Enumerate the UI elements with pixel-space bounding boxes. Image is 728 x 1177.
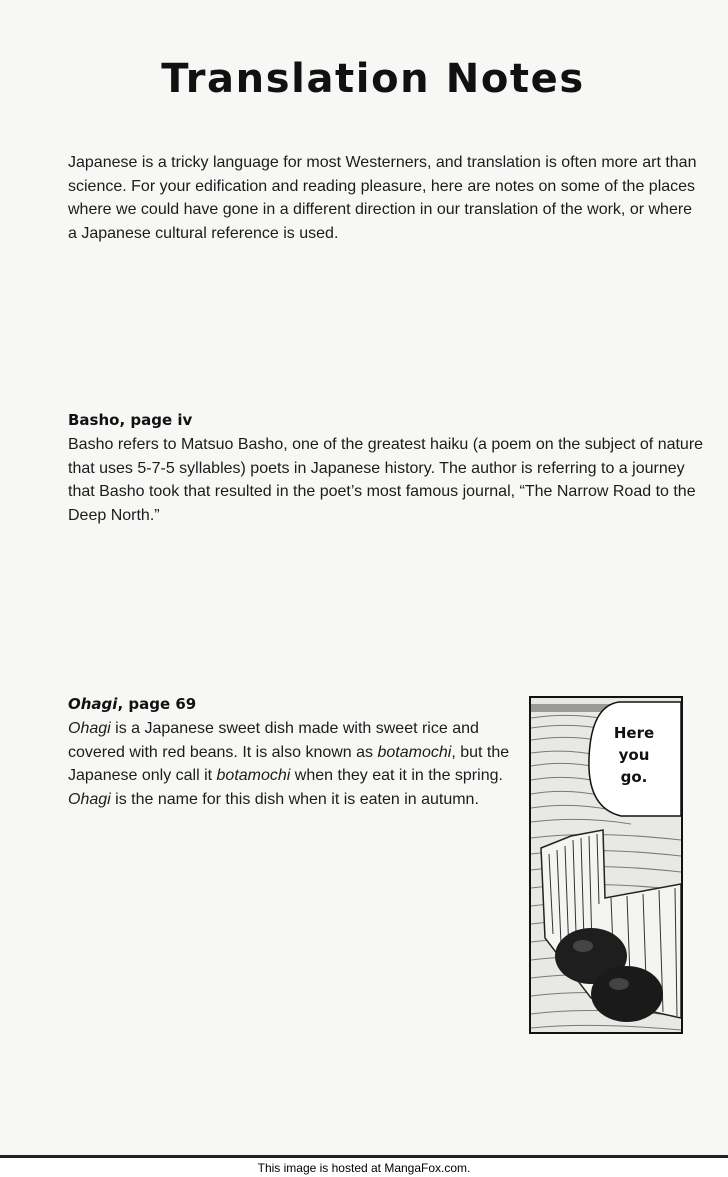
note-page-ref: , page iv — [119, 411, 193, 429]
speech-bubble-text — [531, 722, 683, 788]
note-body-basho: Basho refers to Matsuo Basho, one of the greatest haiku (a poem on the subject of nature that uses 5-7-5 syllables) poets in Japanese history. The author is referring to a journey that Basho took that resulted in the poet’s most famous journal, “The Narrow Road to the Deep North.” — [68, 436, 704, 524]
page-bottom-edge — [0, 1155, 728, 1158]
note-text: , but the Japanese only call it — [68, 743, 510, 784]
note-text: when they eat it in the spring. — [290, 767, 503, 784]
bubble-line: go. — [620, 768, 648, 786]
note-text: is a Japanese sweet dish made with sweet rice and covered with red beans. It is also known as — [68, 720, 479, 761]
note-body-ohagi — [68, 717, 523, 811]
note-heading-basho — [68, 411, 192, 429]
note-heading-ohagi — [68, 695, 196, 713]
hosted-notice: This image is hosted at MangaFox.com. — [257, 1161, 471, 1175]
page-title: Translation Notes — [161, 56, 585, 102]
term-italic: botamochi — [377, 743, 452, 761]
note-term: Ohagi — [68, 695, 118, 713]
top-band — [531, 704, 611, 712]
term-italic: botamochi — [216, 767, 291, 784]
note-text: is the name for this dish when it is eaten in autumn. — [110, 790, 479, 808]
ohagi-ball — [591, 966, 663, 1022]
note-page-ref: , page 69 — [117, 695, 197, 713]
note-term: Basho — [68, 411, 120, 429]
bubble-line: you — [618, 746, 650, 764]
manga-panel-ohagi — [529, 696, 683, 1034]
term-italic: Ohagi — [68, 720, 111, 737]
intro-paragraph: Japanese is a tricky language for most Westerners, and translation is often more art than science. For your edification and reading pleasure, here are notes on some of the places where we could have gone in a different direction in our translation of the work, or where a Japanese cultural reference is used. — [68, 154, 697, 242]
term-italic: Ohagi — [68, 790, 111, 808]
bubble-line: Here — [613, 724, 655, 742]
